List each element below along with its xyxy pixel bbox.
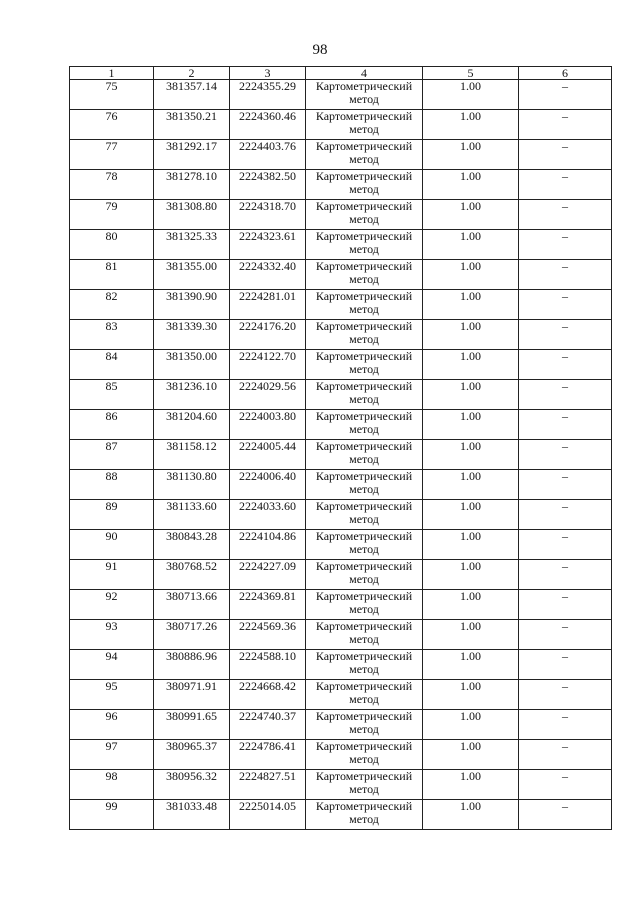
method-cell: Картометрический метод — [306, 200, 423, 230]
y-coordinate-cell: 2224281.01 — [230, 290, 306, 320]
accuracy-cell: 1.00 — [423, 410, 519, 440]
y-coordinate-cell: 2224668.42 — [230, 680, 306, 710]
description-cell: – — [519, 140, 612, 170]
x-coordinate-cell: 381130.80 — [154, 470, 230, 500]
point-number-cell: 81 — [70, 260, 154, 290]
description-cell: – — [519, 620, 612, 650]
accuracy-cell: 1.00 — [423, 800, 519, 830]
description-cell: – — [519, 650, 612, 680]
y-coordinate-cell: 2224003.80 — [230, 410, 306, 440]
description-cell: – — [519, 710, 612, 740]
x-coordinate-cell: 380886.96 — [154, 650, 230, 680]
point-number-cell: 96 — [70, 710, 154, 740]
table-row — [70, 680, 612, 710]
y-coordinate-cell: 2224360.46 — [230, 110, 306, 140]
table-row — [70, 710, 612, 740]
y-coordinate-cell: 2225014.05 — [230, 800, 306, 830]
point-number-cell: 83 — [70, 320, 154, 350]
column-header: 1 — [70, 67, 154, 80]
method-cell: Картометрический метод — [306, 800, 423, 830]
table-row — [70, 800, 612, 830]
method-cell: Картометрический метод — [306, 590, 423, 620]
description-cell: – — [519, 530, 612, 560]
x-coordinate-cell: 381350.00 — [154, 350, 230, 380]
table-row — [70, 410, 612, 440]
point-number-cell: 90 — [70, 530, 154, 560]
x-coordinate-cell: 381350.21 — [154, 110, 230, 140]
y-coordinate-cell: 2224033.60 — [230, 500, 306, 530]
x-coordinate-cell: 380965.37 — [154, 740, 230, 770]
x-coordinate-cell: 381355.00 — [154, 260, 230, 290]
accuracy-cell: 1.00 — [423, 440, 519, 470]
table-row — [70, 230, 612, 260]
description-cell: – — [519, 260, 612, 290]
method-cell: Картометрический метод — [306, 710, 423, 740]
table-row — [70, 140, 612, 170]
table-row — [70, 320, 612, 350]
table-row — [70, 380, 612, 410]
method-cell: Картометрический метод — [306, 350, 423, 380]
accuracy-cell: 1.00 — [423, 620, 519, 650]
point-number-cell: 92 — [70, 590, 154, 620]
x-coordinate-cell: 381390.90 — [154, 290, 230, 320]
table-row — [70, 290, 612, 320]
description-cell: – — [519, 500, 612, 530]
point-number-cell: 95 — [70, 680, 154, 710]
description-cell: – — [519, 470, 612, 500]
table-row — [70, 500, 612, 530]
table-row — [70, 620, 612, 650]
table-row — [70, 170, 612, 200]
x-coordinate-cell: 380971.91 — [154, 680, 230, 710]
accuracy-cell: 1.00 — [423, 110, 519, 140]
accuracy-cell: 1.00 — [423, 560, 519, 590]
description-cell: – — [519, 740, 612, 770]
table-row — [70, 770, 612, 800]
method-cell: Картометрический метод — [306, 560, 423, 590]
column-header: 5 — [423, 67, 519, 80]
accuracy-cell: 1.00 — [423, 500, 519, 530]
column-header: 3 — [230, 67, 306, 80]
description-cell: – — [519, 380, 612, 410]
accuracy-cell: 1.00 — [423, 80, 519, 110]
column-header: 6 — [519, 67, 612, 80]
method-cell: Картометрический метод — [306, 620, 423, 650]
accuracy-cell: 1.00 — [423, 350, 519, 380]
method-cell: Картометрический метод — [306, 290, 423, 320]
page-number: 98 — [312, 42, 328, 58]
description-cell: – — [519, 170, 612, 200]
point-number-cell: 85 — [70, 380, 154, 410]
table-row — [70, 650, 612, 680]
description-cell: – — [519, 410, 612, 440]
method-cell: Картометрический метод — [306, 170, 423, 200]
method-cell: Картометрический метод — [306, 470, 423, 500]
x-coordinate-cell: 380956.32 — [154, 770, 230, 800]
description-cell: – — [519, 590, 612, 620]
y-coordinate-cell: 2224122.70 — [230, 350, 306, 380]
method-cell: Картометрический метод — [306, 230, 423, 260]
table-row — [70, 470, 612, 500]
table-row — [70, 530, 612, 560]
column-header: 2 — [154, 67, 230, 80]
x-coordinate-cell: 381133.60 — [154, 500, 230, 530]
description-cell: – — [519, 230, 612, 260]
accuracy-cell: 1.00 — [423, 200, 519, 230]
x-coordinate-cell: 381357.14 — [154, 80, 230, 110]
accuracy-cell: 1.00 — [423, 260, 519, 290]
table-row — [70, 440, 612, 470]
method-cell: Картометрический метод — [306, 320, 423, 350]
description-cell: – — [519, 680, 612, 710]
point-number-cell: 89 — [70, 500, 154, 530]
accuracy-cell: 1.00 — [423, 740, 519, 770]
y-coordinate-cell: 2224403.76 — [230, 140, 306, 170]
table-row — [70, 110, 612, 140]
table-row — [70, 260, 612, 290]
method-cell: Картометрический метод — [306, 680, 423, 710]
point-number-cell: 84 — [70, 350, 154, 380]
method-cell: Картометрический метод — [306, 140, 423, 170]
y-coordinate-cell: 2224382.50 — [230, 170, 306, 200]
point-number-cell: 78 — [70, 170, 154, 200]
x-coordinate-cell: 381292.17 — [154, 140, 230, 170]
method-cell: Картометрический метод — [306, 80, 423, 110]
y-coordinate-cell: 2224005.44 — [230, 440, 306, 470]
method-cell: Картометрический метод — [306, 650, 423, 680]
table-row — [70, 200, 612, 230]
x-coordinate-cell: 380843.28 — [154, 530, 230, 560]
accuracy-cell: 1.00 — [423, 710, 519, 740]
method-cell: Картометрический метод — [306, 260, 423, 290]
method-cell: Картометрический метод — [306, 110, 423, 140]
accuracy-cell: 1.00 — [423, 650, 519, 680]
point-number-cell: 91 — [70, 560, 154, 590]
description-cell: – — [519, 320, 612, 350]
y-coordinate-cell: 2224227.09 — [230, 560, 306, 590]
x-coordinate-cell: 380768.52 — [154, 560, 230, 590]
point-number-cell: 93 — [70, 620, 154, 650]
description-cell: – — [519, 290, 612, 320]
accuracy-cell: 1.00 — [423, 320, 519, 350]
table-row — [70, 80, 612, 110]
point-number-cell: 94 — [70, 650, 154, 680]
method-cell: Картометрический метод — [306, 740, 423, 770]
accuracy-cell: 1.00 — [423, 140, 519, 170]
point-number-cell: 76 — [70, 110, 154, 140]
method-cell: Картометрический метод — [306, 770, 423, 800]
accuracy-cell: 1.00 — [423, 230, 519, 260]
description-cell: – — [519, 440, 612, 470]
table-header — [70, 67, 612, 80]
accuracy-cell: 1.00 — [423, 380, 519, 410]
coordinates-table — [69, 66, 612, 830]
x-coordinate-cell: 381325.33 — [154, 230, 230, 260]
x-coordinate-cell: 381236.10 — [154, 380, 230, 410]
accuracy-cell: 1.00 — [423, 680, 519, 710]
point-number-cell: 82 — [70, 290, 154, 320]
y-coordinate-cell: 2224588.10 — [230, 650, 306, 680]
point-number-cell: 77 — [70, 140, 154, 170]
y-coordinate-cell: 2224355.29 — [230, 80, 306, 110]
point-number-cell: 99 — [70, 800, 154, 830]
x-coordinate-cell: 380713.66 — [154, 590, 230, 620]
y-coordinate-cell: 2224786.41 — [230, 740, 306, 770]
point-number-cell: 86 — [70, 410, 154, 440]
x-coordinate-cell: 381033.48 — [154, 800, 230, 830]
point-number-cell: 97 — [70, 740, 154, 770]
table-body — [70, 80, 612, 830]
method-cell: Картометрический метод — [306, 440, 423, 470]
accuracy-cell: 1.00 — [423, 290, 519, 320]
method-cell: Картометрический метод — [306, 530, 423, 560]
y-coordinate-cell: 2224318.70 — [230, 200, 306, 230]
point-number-cell: 87 — [70, 440, 154, 470]
description-cell: – — [519, 200, 612, 230]
accuracy-cell: 1.00 — [423, 470, 519, 500]
y-coordinate-cell: 2224369.81 — [230, 590, 306, 620]
header-row — [70, 67, 612, 80]
description-cell: – — [519, 110, 612, 140]
accuracy-cell: 1.00 — [423, 170, 519, 200]
accuracy-cell: 1.00 — [423, 770, 519, 800]
description-cell: – — [519, 770, 612, 800]
x-coordinate-cell: 381308.80 — [154, 200, 230, 230]
x-coordinate-cell: 380991.65 — [154, 710, 230, 740]
table-row — [70, 740, 612, 770]
y-coordinate-cell: 2224176.20 — [230, 320, 306, 350]
y-coordinate-cell: 2224740.37 — [230, 710, 306, 740]
point-number-cell: 98 — [70, 770, 154, 800]
y-coordinate-cell: 2224323.61 — [230, 230, 306, 260]
description-cell: – — [519, 560, 612, 590]
method-cell: Картометрический метод — [306, 500, 423, 530]
point-number-cell: 75 — [70, 80, 154, 110]
method-cell: Картометрический метод — [306, 380, 423, 410]
y-coordinate-cell: 2224104.86 — [230, 530, 306, 560]
y-coordinate-cell: 2224827.51 — [230, 770, 306, 800]
table-row — [70, 590, 612, 620]
description-cell: – — [519, 350, 612, 380]
x-coordinate-cell: 381158.12 — [154, 440, 230, 470]
y-coordinate-cell: 2224569.36 — [230, 620, 306, 650]
y-coordinate-cell: 2224029.56 — [230, 380, 306, 410]
method-cell: Картометрический метод — [306, 410, 423, 440]
x-coordinate-cell: 381278.10 — [154, 170, 230, 200]
point-number-cell: 79 — [70, 200, 154, 230]
y-coordinate-cell: 2224332.40 — [230, 260, 306, 290]
point-number-cell: 80 — [70, 230, 154, 260]
description-cell: – — [519, 800, 612, 830]
accuracy-cell: 1.00 — [423, 530, 519, 560]
x-coordinate-cell: 381204.60 — [154, 410, 230, 440]
table-row — [70, 560, 612, 590]
x-coordinate-cell: 381339.30 — [154, 320, 230, 350]
description-cell: – — [519, 80, 612, 110]
point-number-cell: 88 — [70, 470, 154, 500]
y-coordinate-cell: 2224006.40 — [230, 470, 306, 500]
x-coordinate-cell: 380717.26 — [154, 620, 230, 650]
accuracy-cell: 1.00 — [423, 590, 519, 620]
table-row — [70, 350, 612, 380]
column-header: 4 — [306, 67, 423, 80]
